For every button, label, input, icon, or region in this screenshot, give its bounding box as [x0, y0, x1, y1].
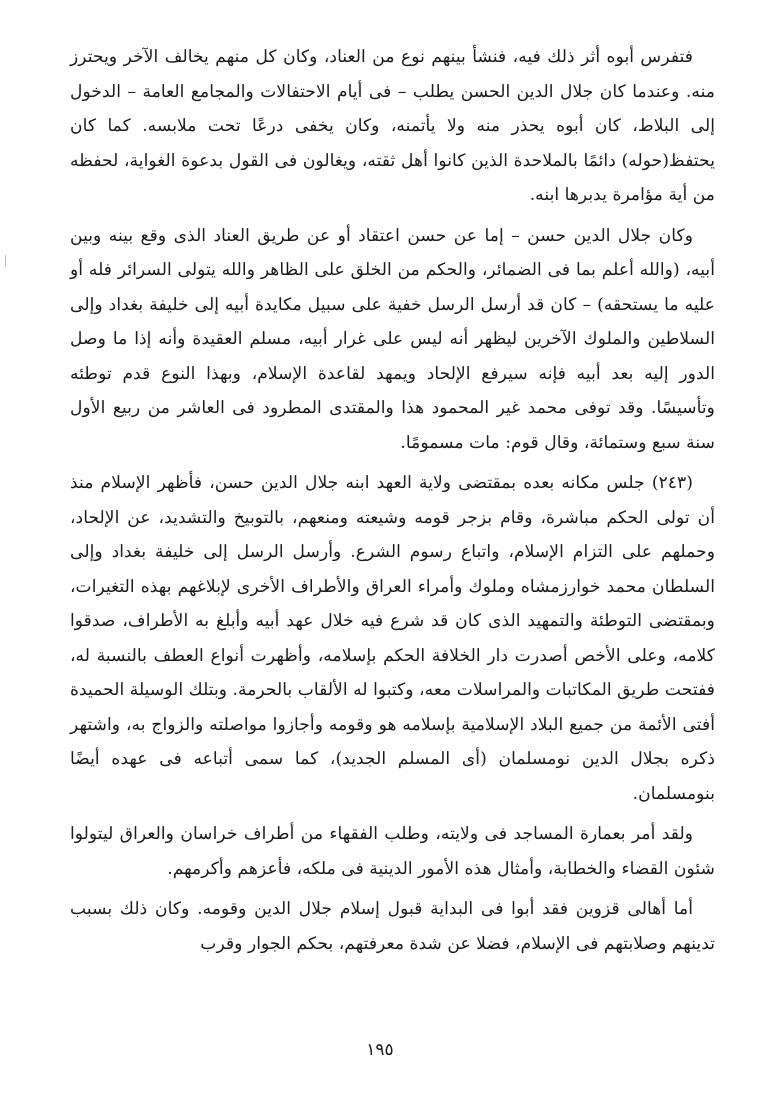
paragraph-3: (٢٤٣) جلس مكانه بعده بمقتضى ولاية العهد ابنه جلال الدين حسن، فأظهر الإسلام منذ أن تولى الحكم مباشرة، وقام بزجر قومه وشيعته ومنعهم، بالتوبيخ والتشديد، عن الإلحاد، وحملهم على التزام الإسلام، واتباع رسوم الشرع. وأرسل الرسل إلى خليفة بغداد وإلى السلطان محمد خوارزمشاه وملوك وأمراء العراق والأطراف الأخرى لإبلاغهم بهذه التغيرات، وبمقتضى التوطئة والتمهيد الذى كان قد شرع فيه خلال عهد أبيه وأبلغ به الأطراف، صدقوا كلامه، وعلى الأخص أصدرت دار الخلافة الحكم بإسلامه، وأظهرت أنواع العطف بالنسبة له، ففتحت طريق المكاتبات والمراسلات معه، وكتبوا له الألقاب بالحرمة. وبتلك الوسيلة الحميدة أفتى الأئمة من جميع البلاد الإسلامية بإسلامه هو وقومه وأجازوا مواصلته والزواج به، واشتهر ذكره بجلال الدين نومسلمان (أى المسلم الجديد)، كما سمى أتباعه فى عهده أيضًا بنومسلمان.	[70, 473, 715, 804]
paragraph-1: فتفرس أبوه أثر ذلك فيه، فنشأ بينهم نوع من العناد، وكان كل منهم يخالف الآخر ويحترز منه. وعندما كان جلال الدين الحسن يطلب – فى أيام الاحتفالات والمجامع العامة – الدخول إلى البلاط، كان أبوه يحذر منه ولا يأتمنه، وكان يخفى درعًا تحت ملابسه. كما كان يحتفظ(حوله) دائمًا بالملاحدة الذين كانوا أهل ثقته، ويغالون فى القول بدعوة الغواية، لحفظه من أية مؤامرة يدبرها ابنه.	[70, 47, 715, 205]
paragraph-4: ولقد أمر بعمارة المساجد فى ولايته، وطلب الفقهاء من أطراف خراسان والعراق ليتولوا شئون القضاء والخطابة، وأمثال هذه الأمور الدينية فى ملكه، فأعزهم وأكرمهم.	[70, 824, 715, 879]
paragraph-2: وكان جلال الدين حسن – إما عن حسن اعتقاد أو عن طريق العناد الذى وقع بينه وبين أبيه، (والله أعلم بما فى الضمائر، والحكم من الخلق على الظاهر والله يتولى السرائر فله أو عليه ما يستحقه) – كان قد أرسل الرسل خفية على سبيل مكايدة أبيه إلى خليفة بغداد وإلى السلاطين والملوك الآخرين ليظهر أنه ليس على غرار أبيه، مسلم العقيدة وأنه إذا ما وصل الدور إليه بعد أبيه فإنه سيرفع الإلحاد ويمهد لقاعدة الإسلام، وبهذا النوع قدم توطئه وتأسيسًا. وقد توفى محمد غير المحمود هذا والمقتدى المطرود فى العاشر من ربيع الأول سنة سبع وستمائة، وقال قوم: مات مسمومًا.	[70, 225, 715, 453]
paragraph-5: أما أهالى قزوين فقد أبوا فى البداية قبول إسلام جلال الدين وقومه. وكان ذلك بسبب تدينهم وصلابتهم فى الإسلام، فضلا عن شدة معرفتهم، بحكم الجوار وقرب	[70, 899, 715, 954]
page-number: ١٩٥	[366, 1040, 394, 1060]
margin-mark	[5, 255, 6, 267]
document-body	[70, 40, 715, 967]
